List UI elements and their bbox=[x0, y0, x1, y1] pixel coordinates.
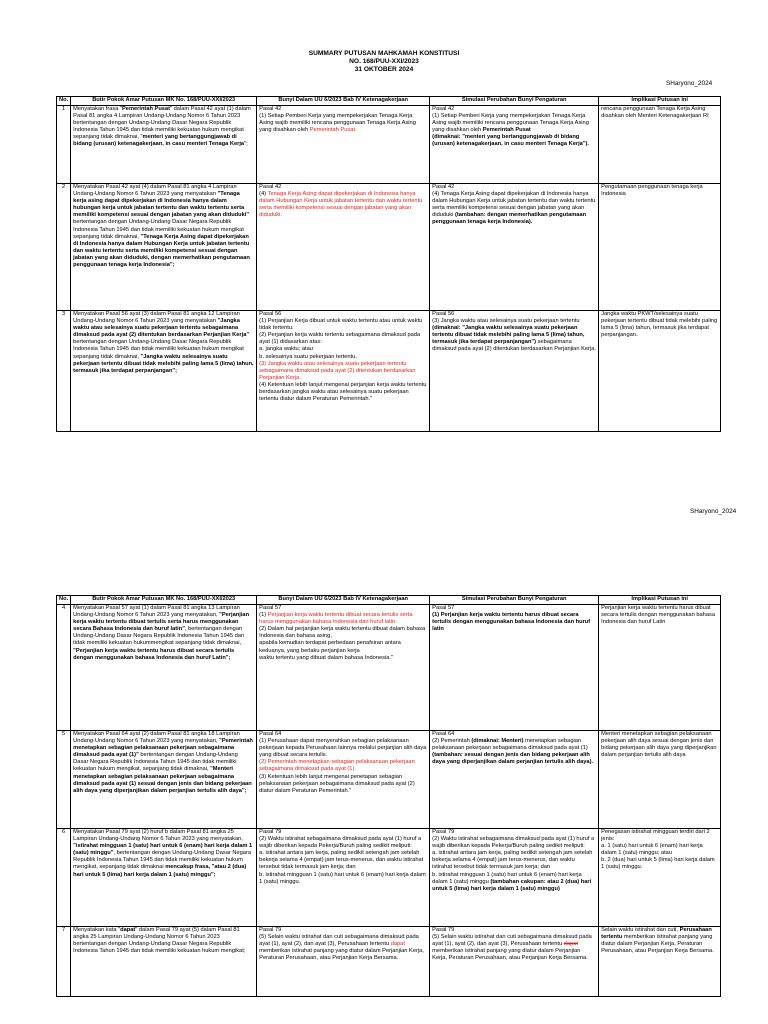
text-segment: (2) Waktu istirahat sebagaimana dimaksud pada ayat (1) huruf a wajib diberikan kepada Pekerja/Buruh paling sedikit meliputi: bbox=[259, 836, 422, 850]
text-segment: "Tenaga kerja asing dapat dipekerjakan di Indonesia hanya dalam hubungan kerja untuk jabatan tertentu dan waktu tertentu serta memiliki kompetensi sesuai dengan jabatan yang akan diduduki" bbox=[73, 191, 250, 219]
text-segment: (3) Jangka waktu atau selesainya suatu pekerjaan tertentu sebagaimana dimaksud pada ayat (2) ditentukan berdasarkan Perjanjian Kerja. bbox=[259, 360, 416, 381]
row-number: 2 bbox=[57, 184, 71, 311]
implikasi-cell bbox=[599, 106, 721, 184]
text-segment: " dalam Pasal 42 ayat (1) dalam Pasal 81 angka 4 Lampiran Undang-Undang Nomor 6 Tahun 2023 bertentangan dengan Undang-Undang Dasar Negara Republik Indonesia Tahun 1945 dan tidak memiliki kekuatan hukum mengikat sepanjang tidak dimaknai, " bbox=[73, 106, 251, 141]
text-segment: dapat bbox=[120, 927, 136, 933]
col-header-simulasi: Simulasi Perubahan Bunyi Pengaturan bbox=[430, 596, 599, 605]
text-segment: (1) Perjanjian kerja waktu tertentu harus dibuat secara tertulis dengan menggunakan bahasa Indonesia dan huruf latin bbox=[432, 612, 591, 633]
text-segment: bertentangan dengan Undang-Undang Dasar Negara Republik Indonesia Tahun 1945 dan tidak memiliki kekuatan hukum mengikat sepanjang tidak dimaknai, bbox=[73, 339, 244, 360]
implikasi-cell bbox=[599, 731, 721, 829]
row-number: 7 bbox=[57, 927, 71, 997]
simulasi-cell bbox=[430, 106, 599, 184]
text-segment: Menyatakan kata " bbox=[73, 927, 121, 933]
text-segment: Penegasan istirahat mingguan terdiri dari 2 jenis: bbox=[601, 829, 710, 843]
text-segment: Pasal 79 bbox=[259, 829, 282, 835]
col-header-simulasi: Simulasi Perubahan Bunyi Pengaturan bbox=[430, 97, 599, 106]
text-segment: (2) Waktu istirahat sebagaimana dimaksud pada ayat (1) huruf a wajib diberikan kepada Pekerja/Buruh paling sedikit meliputi: bbox=[432, 836, 595, 850]
text-segment: (5) Selain waktu istirahat dan cuti sebagaimana dimaksud pada ayat (1), ayat (2), dan ayat (3), Perusahaan tertentu bbox=[259, 934, 419, 948]
text-segment: "Jangka waktu atau selesainya suatu pekerjaan tertentu sebagaimana dimaksud pada ayat (2) ditentukan berdasarkan Perjanjian Kerja" bbox=[73, 318, 250, 339]
amar-cell bbox=[71, 184, 257, 311]
decision-number: NO. 168/PUU-XXI/2023 bbox=[349, 58, 419, 65]
footer-author-label: SHaryono_2024 bbox=[690, 508, 737, 515]
text-segment: dapat bbox=[390, 941, 405, 948]
row-number: 3 bbox=[57, 311, 71, 432]
text-segment: mencakup frasa, "atau 2 (dua) hari untuk 5 (lima) hari kerja dalam 1 (satu) minggu"; bbox=[73, 864, 247, 878]
row-number: 5 bbox=[57, 731, 71, 829]
text-segment: Pasal 56 bbox=[432, 311, 455, 317]
text-segment: waktu tertentu yang dibuat dalam bahasa Indonesia." bbox=[259, 654, 394, 661]
implikasi-cell bbox=[599, 605, 721, 731]
text-segment: (tambahan cakupan: atau 2 (dua) hari untuk 5 (lima) hari kerja dalam 1 (satu) minggu) bbox=[432, 878, 592, 892]
simulasi-cell bbox=[430, 605, 599, 731]
text-segment: Menyatakan Pasal 57 ayat (1) dalam Pasal 81 angka 13 Lampiran Undang-Undang Nomor 6 Tahun 2023 yang menyatakan, bbox=[73, 605, 240, 619]
text-segment: bertentangan dengan Undang-Undang Dasar Negara Republik Indonesia Tahun 1945 dan tidak memiliki kekuatan hukum mengikat sepanjang tidak dimaknai, bbox=[73, 219, 244, 240]
text-segment: b. istirahat mingguan 1 (satu) hari untuk 6 (enam) hari kerja dalam 1 (satu) minggu bbox=[432, 871, 582, 885]
text-segment: menteri yang bertanggungjawab di bidang (urusan) ketenagakerjaan, in casu menteri Tenaga Kerja bbox=[73, 134, 245, 148]
text-segment: Selain waktu istirahat dan cuti, bbox=[601, 927, 680, 933]
text-segment: Perusahaan tertentu bbox=[601, 927, 712, 941]
text-segment: (5) Selain waktu istirahat dan cuti sebagaimana dimaksud pada ayat (1), ayat (2), dan ayat (3), Perusahaan tertentu bbox=[432, 934, 592, 948]
text-segment: Menyatakan Pasal 56 ayat (3) dalam Pasal 81 angka 12 Lampiran Undang-Undang Nomor 6 Tahun 2023 yang menyatakan bbox=[73, 311, 240, 325]
row-number: 1 bbox=[57, 106, 71, 184]
text-segment: Pasal 79 bbox=[259, 927, 282, 933]
summary-table-page-2 bbox=[56, 595, 721, 997]
text-segment: "Pemerintah menetapkan sebagian pelaksanaan pekerjaan sebagaimana dimaksud pada ayat (1)" bbox=[73, 738, 253, 759]
implikasi-cell bbox=[599, 311, 721, 432]
simulasi-cell bbox=[430, 731, 599, 829]
col-header-uu: Bunyi Dalam UU 6/2023 Bab IV Ketenagakerjaan bbox=[257, 596, 430, 605]
text-segment: (1) Setiap Pemberi Kerja yang mempekerjakan Tenaga Kerja Asing wajib memiliki rencana penggunaan Tenaga Kerja Asing yang disahkan oleh bbox=[259, 113, 416, 134]
text-segment: "Jangka waktu selesainya suatu pekerjaan tertentu dibuat tidak melebihi paling lama 5 (lima) tahun, termasuk jika terdapat perpanjangan"; bbox=[73, 353, 254, 374]
text-segment: (3) Jangka waktu atau selesainya suatu pekerjaan tertentu bbox=[432, 318, 580, 325]
implikasi-cell bbox=[599, 184, 721, 311]
text-segment: Menyatakan frasa " bbox=[73, 106, 122, 112]
text-segment: memberikan istirahat panjang yang diatur dalam Perjanjian Kerja, Peraturan Perusahaan, atau Perjanjian Kerja Bersama. bbox=[432, 948, 588, 962]
text-segment: . bbox=[354, 127, 357, 134]
simulasi-cell bbox=[430, 184, 599, 311]
text-segment: (dimaknai: Menteri) bbox=[471, 738, 524, 745]
col-header-uu: Bunyi Dalam UU 6/2023 Bab IV Ketenagakerjaan bbox=[257, 97, 430, 106]
text-segment: memberikan istirahat panjang yang diatur dalam Perjanjian Kerja, Peraturan Perusahaan, atau Perjanjian Kerja Bersama. bbox=[601, 934, 714, 955]
text-segment: a. 1 (satu) hari untuk 6 (enam) hari kerja dalam 1 (satu) minggu; atau bbox=[601, 843, 703, 857]
text-segment: Pasal 42 bbox=[432, 184, 455, 190]
document-page-2 bbox=[0, 596, 768, 1024]
text-segment: (4) bbox=[259, 191, 268, 198]
text-segment: Menyatakan Pasal 42 ayat (4) dalam Pasal 81 angka 4 Lampiran Undang-Undang Nomor 6 Tahun 2023 yang menyatakan bbox=[73, 184, 237, 198]
text-segment: "Perjanjian kerja waktu tertentu dibuat tertulis serta harus menggunakan secara Bahasa Indonesia dan huruf latin" bbox=[73, 612, 250, 633]
text-segment: rencana penggunaan Tenaga Kerja Asing disahkan oleh Menteri Ketenagakerjaan RI bbox=[601, 106, 709, 120]
row-number: 6 bbox=[57, 829, 71, 927]
text-segment: Pasal 79 bbox=[432, 927, 455, 933]
text-segment: dapat bbox=[563, 941, 578, 948]
text-segment: Pasal 42 bbox=[259, 106, 282, 112]
text-segment: (4) Tenaga Kerja Asing dapat dipekerjakan di Indonesia hanya dalam Hubungan Kerja untuk jabatan tertentu dan waktu tertentu serta memiliki kompetensi sesuai dengan jabatan yang akan diduduki bbox=[432, 191, 596, 219]
col-header-implikasi: Implikasi Putusan ini bbox=[599, 596, 721, 605]
text-segment: Pasal 79 bbox=[432, 829, 455, 835]
uu-text-cell bbox=[257, 184, 430, 311]
text-segment: (2) Pemerintah menetapkan sebagian pelaksanaan pekerjaan sebagaimana dimaksud pada ayat (1). bbox=[259, 759, 415, 773]
text-segment: apabila kemudian terdapat perbedaan penafsiran antara keduanya, yang berlaku perjanjian kerja bbox=[259, 640, 401, 654]
text-segment: (1) Setiap Pemberi Kerja yang mempekerjakan Tenaga Kerja Asing wajib memiliki rencana penggunaan Tenaga Kerja Asing yang disahkan oleh bbox=[432, 113, 589, 134]
text-segment: menetapkan sebagian pelaksanaan pekerjaan sebagaimana dimaksud pada ayat (1) bbox=[432, 738, 588, 752]
text-segment: bertentangan dengan Undang-Undang Dasar Negara Republik Indonesia Tahun 1945 dan tidak memiliki kekuatan hukum mengikat, sepanjang tidak dimaknai, bbox=[73, 752, 238, 773]
table-row bbox=[57, 311, 721, 432]
text-segment: b. 2 (dua) hari untuk 5 (lima) hari kerja dalam 1 (satu) minggu. bbox=[601, 857, 715, 871]
text-segment: Menyatakan Pasal 79 ayat (2) huruf b dalam Pasal 81 angka 25 Lampiran Undang-Undang Nomor 6 Tahun 2023 yang menyatakan, bbox=[73, 829, 243, 843]
uu-text-cell bbox=[257, 829, 430, 927]
table-row bbox=[57, 605, 721, 731]
summary-table-page-1 bbox=[56, 96, 721, 432]
table-row bbox=[57, 106, 721, 184]
uu-text-cell bbox=[257, 605, 430, 731]
implikasi-cell bbox=[599, 829, 721, 927]
text-segment: (tambahan: dengan memerhatikan pengutamaan penggunaan tenaga kerja Indonesia). bbox=[432, 212, 587, 226]
text-segment: b. istirahat mingguan 1 (satu) hari untuk 6 (enam) hari kerja dalam 1 (satu) minggu. bbox=[259, 871, 426, 885]
uu-text-cell bbox=[257, 106, 430, 184]
implikasi-cell bbox=[599, 927, 721, 997]
uu-text-cell bbox=[257, 927, 430, 997]
text-segment: (dimaknai: "menteri yang bertanggungjawab di bidang (urusan) ketenagakerjaan, in casu menteri Tenaga Kerja"). bbox=[432, 134, 590, 148]
table-row bbox=[57, 829, 721, 927]
uu-text-cell bbox=[257, 731, 430, 829]
text-segment: Pasal 42 bbox=[432, 106, 455, 112]
text-segment: Menteri menetapkan sebagian pelaksanaan pekerjaan alih daya sesuai dengan jenis dan bidang pekerjaan alih daya yang diperjanjikan dalam perjanjian tertulis alih daya bbox=[601, 731, 717, 759]
table-header-row bbox=[57, 97, 721, 106]
text-segment: " dalam Pasal 79 ayat (5) dalam Pasal 81 angka 25 Lampiran Undang-Undang Nomor 6 Tahun 2023 bertentangan dengan Undang-Undang Dasar Negara Republik Indonesia Tahun 1945 dan tidak memiliki kekuatan hukum mengikat; bbox=[73, 927, 246, 955]
text-segment: Pasal 42 bbox=[259, 184, 282, 190]
document-title: SUMMARY PUTUSAN MAHKAMAH KONSTITUSI bbox=[308, 50, 460, 57]
text-segment: (2) Pemerintah bbox=[432, 738, 472, 745]
text-segment: Perjanjian kerja waktu tertentu dibuat secara tertulis serta harus menggunakan bahasa Indonesia dan huruf latin. bbox=[259, 612, 413, 626]
col-header-amar: Butir Pokok Amar Putusan MK No. 168/PUU-XXI/2023 bbox=[71, 596, 257, 605]
text-segment: (tambahan: sesuai dengan jenis dan bidang pekerjaan alih daya yang diperjanjikan dalam perjanjian tertulis alih daya). bbox=[432, 752, 594, 766]
text-segment: Perjanjian kerja waktu tertentu harus dibuat secara tertulis dengan menggunakan bahasa Indonesia dan huruf Latin bbox=[601, 605, 716, 626]
col-header-no: No. bbox=[57, 97, 71, 106]
text-segment: Jangka waktu PKWT/selesainya suatu pekerjaan tertentu dibuat tidak melebihi paling lama 5 (lima) tahun, termasuk jika terdapat perpanjangan. bbox=[601, 311, 718, 339]
text-segment: a. jangka waktu; atau bbox=[259, 346, 313, 353]
text-segment: "; bbox=[244, 141, 248, 148]
table-row bbox=[57, 184, 721, 311]
text-segment: Pasal 64 bbox=[259, 731, 282, 737]
text-segment: Tenaga Kerja Asing dapat dipekerjakan di Indonesia hanya dalam Hubungan Kerja untuk jabatan tertentu dan waktu tertentu serta memiliki kompetensi sesuai dengan jabatan yang akan diduduki. bbox=[259, 191, 423, 219]
uu-text-cell bbox=[257, 311, 430, 432]
amar-cell bbox=[71, 927, 257, 997]
text-segment: (1) bbox=[259, 612, 268, 619]
amar-cell bbox=[71, 731, 257, 829]
table-header-row bbox=[57, 596, 721, 605]
text-segment: "istirahat mingguan 1 (satu) hari untuk 6 (enam) hari kerja dalam 1 (satu) minggu" bbox=[73, 843, 253, 857]
text-segment: Pasal 57 bbox=[432, 605, 455, 611]
text-segment: Pengutamaan penggunaan tenaga kerja Indonesia bbox=[601, 184, 703, 198]
text-segment: Pemerintah Pusat bbox=[309, 127, 355, 134]
amar-cell bbox=[71, 605, 257, 731]
col-header-no: No. bbox=[57, 596, 71, 605]
text-segment: Pemerintah Pusat bbox=[482, 127, 531, 134]
text-segment: Pasal 64 bbox=[432, 731, 455, 737]
text-segment: , bertentangan dengan Undang-Undang Dasar Negara Republik Indonesia Tahun 1945 dan tidak memiliki kekuatan hukum mengikat, sepanjang tidak dimaknai bbox=[73, 850, 252, 871]
text-segment: (4) Ketentuan lebih lanjut mengenai perjanjian kerja waktu tertentu berdasarkan jangka waktu atau selesainya suatu pekerjaan tertentu diatur dalam Peraturan Pemerintah." bbox=[259, 381, 427, 403]
simulasi-cell bbox=[430, 311, 599, 432]
text-segment: a. istirahat antara jam kerja, paling sedikit setengah jam setelah bekerja selama 4 (empat) jam terus-menerus, dan waktu istirahat tersebut tidak termasuk jam kerja; dan bbox=[259, 850, 424, 871]
col-header-implikasi: Implikasi Putusan ini bbox=[599, 97, 721, 106]
col-header-amar: Butir Pokok Amar Putusan MK No. 168/PUU-XXI/2023 bbox=[71, 97, 257, 106]
text-segment: "Perjanjian kerja waktu tertentu harus dibuat secara tertulis dengan menggunakan bahasa Indonesia dan huruf Latin"; bbox=[73, 647, 235, 661]
text-segment: (2) Dalam hal perjanjian kerja waktu tertentu dibuat dalam bahasa Indonesia dan bahasa asing, bbox=[259, 626, 426, 640]
decision-date: 31 OKTOBER 2024 bbox=[354, 66, 414, 73]
row-number: 4 bbox=[57, 605, 71, 731]
text-segment: b. selesainya suatu pekerjaan tertentu. bbox=[259, 353, 357, 360]
text-segment: a. istirahat antara jam kerja, paling sedikit setengah jam setelah bekerja selama 4 (empat) jam terus-menerus, dan waktu istirahat tersebut tidak termasuk jam kerja; dan bbox=[432, 850, 593, 871]
author-label: SHaryono_2024 bbox=[666, 80, 713, 87]
text-segment: "Tenaga Kerja Asing dapat dipekerjakan di Indonesia hanya dalam Hubungan Kerja untuk jabatan tertentu dan waktu tertentu serta memiliki kompetensi sesuai dengan jabatan yang akan diduduki, dengan memerhatikan pengutamaan penggunaan tenaga kerja Indonesia"; bbox=[73, 233, 250, 269]
text-segment: Pasal 57 bbox=[259, 605, 282, 611]
table-row bbox=[57, 927, 721, 997]
table-row bbox=[57, 731, 721, 829]
amar-cell bbox=[71, 311, 257, 432]
text-segment: sebagaimana dimaksud pada ayat (2) ditentukan berdasarkan Perjanjian Kerja. bbox=[432, 339, 596, 353]
amar-cell bbox=[71, 829, 257, 927]
text-segment: Menyatakan Pasal 64 ayat (2) dalam Pasal 81 angka 18 Lampiran Undang-Undang Nomor 6 Tahun 2023 yang menyatakan, bbox=[73, 731, 240, 745]
text-segment: Pasal 56 bbox=[259, 311, 282, 317]
text-segment: (3) Ketentuan lebih lanjut mengenai penetapan sebagian pelaksanaan pekerjaan sebagaimana dimaksud pada ayat (2) diatur dalam Peraturan Pemerintah." bbox=[259, 773, 415, 794]
text-segment: Pemerintah Pusat bbox=[121, 106, 171, 112]
text-segment: "Menteri menetapkan sebagian pelaksanaan pekerjaan sebagaimana dimaksud pada ayat (1) sesuai dengan jenis dan bidang pekerjaan alih daya yang diperjanjikan dalam perjanjian tertulis alih daya"; bbox=[73, 766, 252, 794]
text-segment: (2) Perjanjian kerja waktu tertentu sebagaimana dimaksud pada ayat (1) didasarkan atas: bbox=[259, 332, 421, 346]
simulasi-cell bbox=[430, 829, 599, 927]
text-segment: memberikan istirahat panjang yang diatur dalam Perjanjian Kerja, Peraturan Perusahaan, atau Perjanjian Kerja Bersama. bbox=[259, 948, 424, 962]
text-segment: (1) Perusahaan dapat menyerahkan sebagian pelaksanaan pekerjaan kepada Perusahaan lainnya melalui perjanjian alih daya yang dibuat secara tertulis. bbox=[259, 738, 427, 759]
text-segment: , bertentangan dengan Undang-Undang Dasar Negara Republik Indonesia Tahun 1945 dan tidak memiliki kekuatan hukummengikat sepanjang tidak dimaknai, bbox=[73, 626, 245, 647]
text-segment: (1) Perjanjian Kerja dibuat untuk waktu tertentu atau untuk waktu tidak tertentu. bbox=[259, 318, 423, 332]
simulasi-cell bbox=[430, 927, 599, 997]
text-segment: (dimaknai: "Jangka waktu selesainya suatu pekerjaan tertentu dibuat tidak melebihi paling lama 5 (lima) tahun, termasuk jika terdapat perpanjangan") bbox=[432, 325, 585, 346]
amar-cell bbox=[71, 106, 257, 184]
